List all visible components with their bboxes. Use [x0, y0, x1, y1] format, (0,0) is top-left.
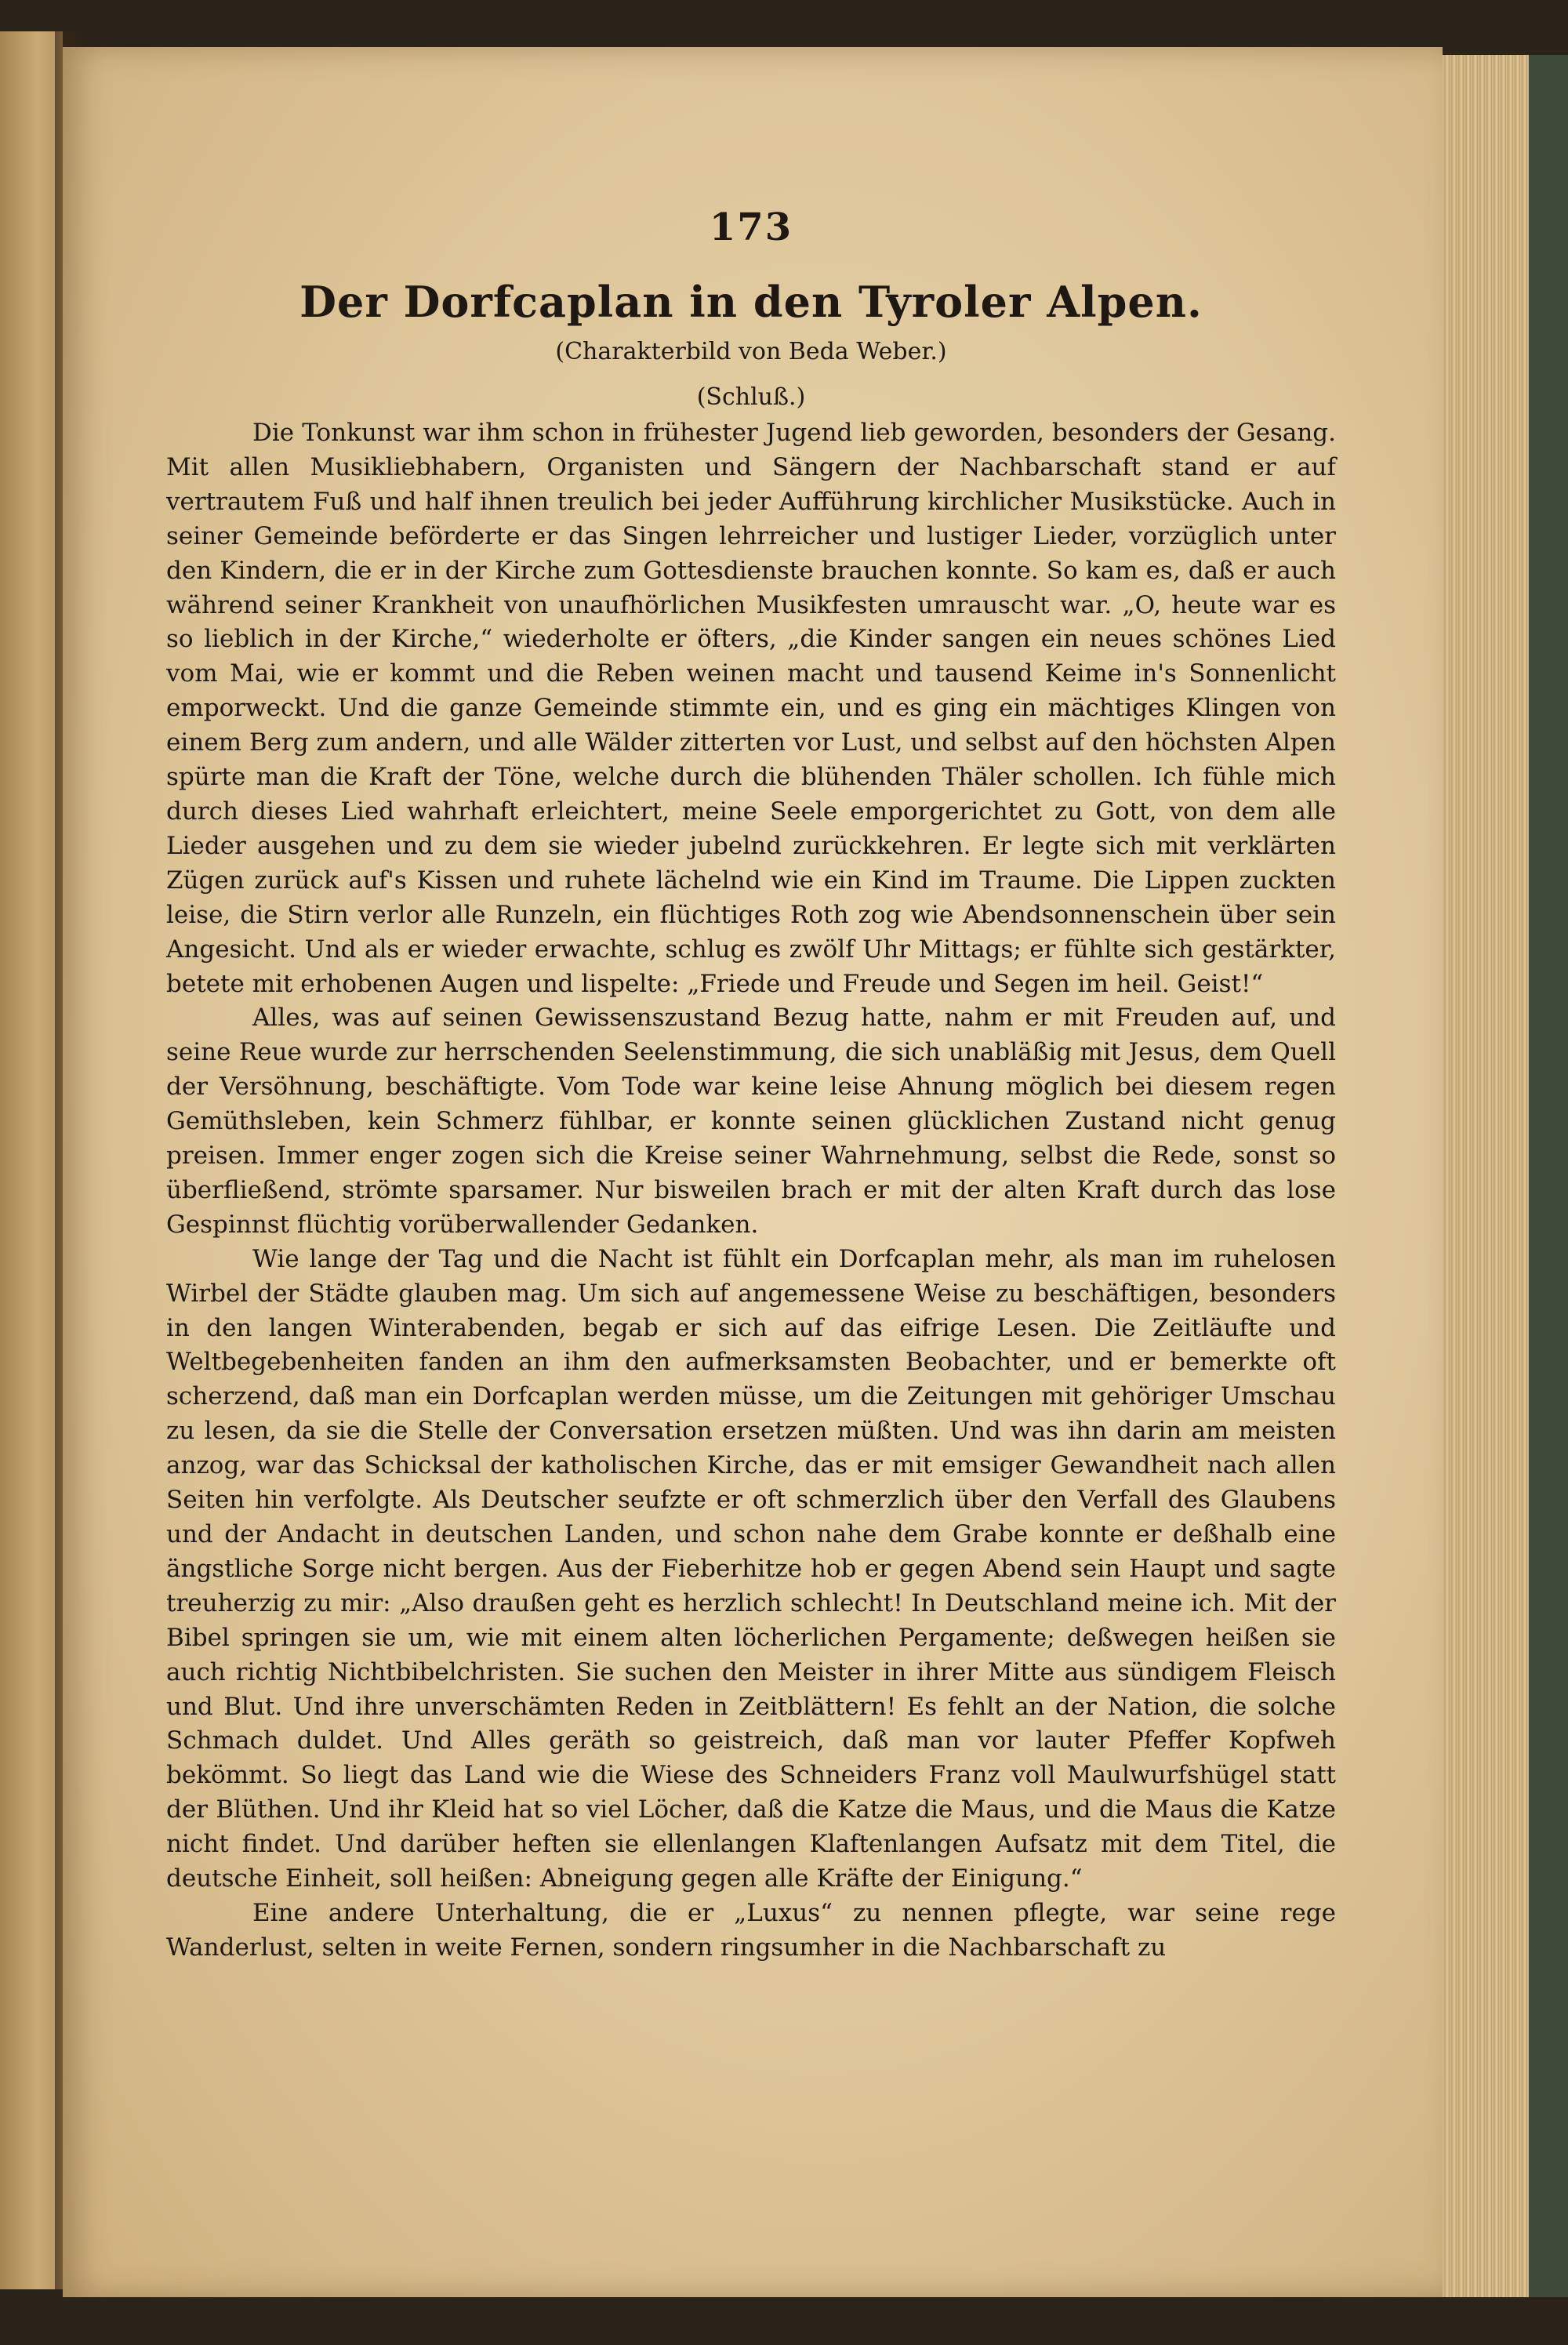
continuation-note: (Schluß.): [696, 383, 806, 411]
left-page-edge: [0, 31, 63, 2289]
article-subtitle: (Charakterbild von Beda Weber.): [555, 338, 947, 365]
paragraph: Die Tonkunst war ihm schon in frühester Jugend lieb geworden, besonders der Gesang. Mit allen Musikliebhabern, Organisten und Sängern der Nachbarschaft stand er auf vertrautem Fuß und half ihnen treulich bei jeder Aufführung kirchlicher Musikstücke. Auch in seiner Gemeinde beförderte er das Singen lehrreicher und lustiger Lieder, vorzüglich unter den Kindern, die er in der Kirche zum Gottesdienste brauchen konnte. So kam es, daß er auch während seiner Krankheit von unaufhörlichen Musikfesten umrauscht war. „O, heute war es so lieblich in der Kirche,“ wiederholte er öfters, „die Kinder sangen ein neues schönes Lied vom Mai, wie er kommt und die Reben weinen macht und tausend Keime in's Sonnenlicht emporweckt. Und die ganze Gemeinde stimmte ein, und es ging ein mächtiges Klingen von einem Berg zum andern, und alle Wälder zitterten vor Lust, und selbst auf den höchsten Alpen spürte man die Kraft der Töne, welche durch die blühenden Thäler schollen. Ich fühle mich durch dieses Lied wahrhaft erleichtert, meine Seele emporgerichtet zu Gott, von dem alle Lieder ausgehen und zu dem sie wieder jubelnd zurückkehren. Er legte sich mit verklärten Zügen zurück auf's Kissen und ruhete lächelnd wie ein Kind im Traume. Die Lippen zuckten leise, die Stirn verlor alle Runzeln, ein flüchtiges Roth zog wie Abendsonnenschein über sein Angesicht. Und als er wieder erwachte, schlug es zwölf Uhr Mittags; er fühlte sich gestärkter, betete mit erhobenen Augen und lispelte: „Friede und Freude und Segen im heil. Geist!“: [166, 419, 1336, 998]
paragraph: Wie lange der Tag und die Nacht ist fühlt ein Dorfcaplan mehr, als man im ruhelosen Wirbel der Städte glauben mag. Um sich auf angemessene Weise zu beschäftigen, besonders in den langen Winterabenden, begab er sich auf das eifrige Lesen. Die Zeitläufte und Weltbegebenheiten fanden an ihm den aufmerksamsten Beobachter, und er bemerkte oft scherzend, daß man ein Dorfcaplan werden müsse, um die Zeitungen mit gehöriger Umschau zu lesen, da sie die Stelle der Conversation ersetzen müßten. Und was ihn darin am meisten anzog, war das Schicksal der katholischen Kirche, das er mit emsiger Gewandheit nach allen Seiten hin verfolgte. Als Deutscher seufzte er oft schmerzlich über den Verfall des Glaubens und der Andacht in deutschen Landen, und schon nahe dem Grabe konnte er deßhalb eine ängstliche Sorge nicht bergen. Aus der Fieberhitze hob er gegen Abend sein Haupt und sagte treuherzig zu mir: „Also draußen geht es herzlich schlecht! In Deutschland meine ich. Mit der Bibel springen sie um, wie mit einem alten löcherlichen Pergamente; deßwegen heißen sie auch richtig Nichtbibelchristen. Sie suchen den Meister in ihrer Mitte aus sündigem Fleisch und Blut. Und ihre unverschämten Reden in Zeitblättern! Es fehlt an der Nation, die solche Schmach duldet. Und Alles geräth so geistreich, daß man vor lauter Pfeffer Kopfweh bekömmt. So liegt das Land wie die Wiese des Schneiders Franz voll Maulwurfshügel statt der Blüthen. Und ihr Kleid hat so viel Löcher, daß die Katze die Maus, und die Maus die Katze nicht findet. Und darüber heften sie ellenlangen Klaftenlangen Aufsatz mit dem Titel, die deutsche Einheit, soll heißen: Abneigung gegen alle Kräfte der Einigung.“: [166, 1244, 1336, 1893]
article-title: Der Dorfcaplan in den Tyroler Alpen.: [299, 277, 1203, 327]
paragraph: Eine andere Unterhaltung, die er „Luxus“ zu nennen pflegte, war seine rege Wanderlust, selten in weite Fernen, sondern ringsumher in die Nachbarschaft zu: [166, 1898, 1336, 1962]
page-edges: [1443, 55, 1529, 2297]
page-content: [166, 200, 1336, 1966]
page-number: 173: [709, 205, 793, 249]
paragraph: Alles, was auf seinen Gewissenszustand Bezug hatte, nahm er mit Freuden auf, und seine Reue wurde zur herrschenden Seelenstimmung, die sich unabläßig mit Jesus, dem Quell der Versöhnung, beschäftigte. Vom Tode war keine leise Ahnung möglich bei diesem regen Gemüthsleben, kein Schmerz fühlbar, er konnte seinen glücklichen Zustand nicht genug preisen. Immer enger zogen sich die Kreise seiner Wahrnehmung, selbst die Rede, sonst so überfließend, strömte sparsamer. Nur bisweilen brach er mit der alten Kraft durch das lose Gespinnst flüchtig vorüberwallender Gedanken.: [166, 1004, 1336, 1239]
book-cover: [1529, 55, 1568, 2297]
